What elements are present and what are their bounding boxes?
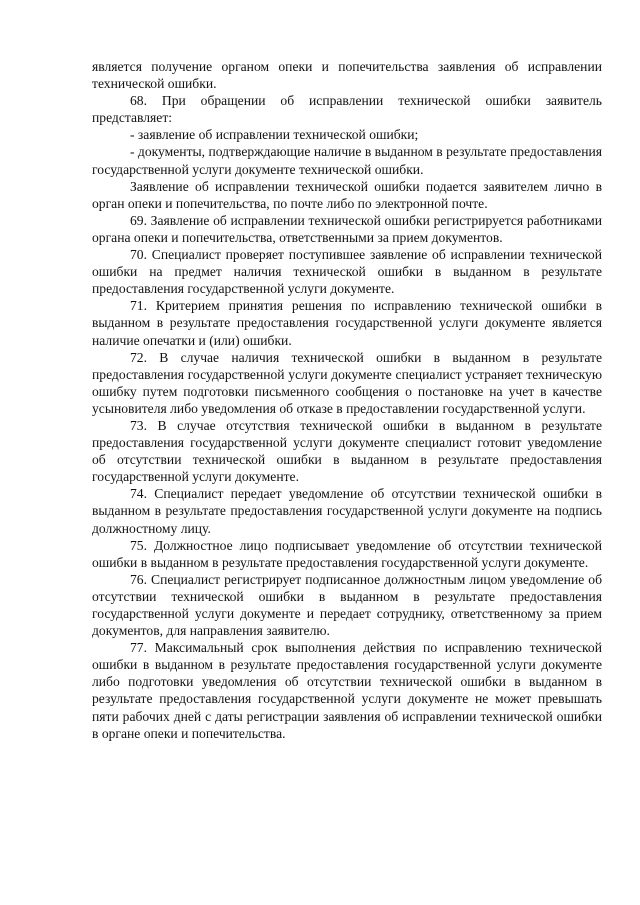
paragraph-76: 76. Специалист регистрирует подписанное должностным лицом уведомление об отсутствии технической ошибки в выданном в результате предоставления государственной услуги документе и передает сотруднику, ответственному за прием документов, для направления заявителю.: [92, 571, 602, 639]
paragraph-74: 74. Специалист передает уведомление об отсутствии технической ошибки в выданном в результате предоставления государственной услуги документе на подпись должностному лицу.: [92, 486, 602, 536]
document-page: [92, 58, 602, 742]
paragraph-73: 73. В случае отсутствия технической ошибки в выданном в результате предоставления государственной услуги документе специалист готовит уведомление об отсутствии технической ошибки в выданном в результате предоставления государственной услуги документе.: [92, 417, 602, 485]
list-item-application: - заявление об исправлении технической ошибки;: [130, 127, 419, 143]
list-item-documents: - документы, подтверждающие наличие в выданном в результате предоставления государственной услуги документе технической ошибки.: [92, 144, 602, 177]
paragraph-70: 70. Специалист проверяет поступившее заявление об исправлении технической ошибки на предмет наличия технической ошибки в выданном в результате предоставления государственной услуги документе.: [92, 247, 602, 297]
paragraph-69: 69. Заявление об исправлении технической ошибки регистрируется работниками органа опеки и попечительства, ответственными за прием документов.: [92, 212, 602, 245]
paragraph-continuation: является получение органом опеки и попечительства заявления об исправлении технической ошибки.: [92, 59, 602, 92]
paragraph-77: 77. Максимальный срок выполнения действия по исправлению технической ошибки в выданном в результате предоставления государственной услуги документе либо подготовки уведомления об отсутствии технической ошибки в выданном в результате предоставления государственной услуги документе не может превышать пяти рабочих дней с даты регистрации заявления об исправлении технической ошибки в органе опеки и попечительства.: [92, 640, 602, 741]
paragraph-submission: Заявление об исправлении технической ошибки подается заявителем лично в орган опеки и попечительства, по почте либо по электронной почте.: [92, 178, 602, 211]
paragraph-71: 71. Критерием принятия решения по исправлению технической ошибки в выданном в результате предоставления государственной услуги документе является наличие опечатки и (или) ошибки.: [92, 298, 602, 348]
paragraph-75: 75. Должностное лицо подписывает уведомление об отсутствии технической ошибки в выданном в результате предоставления государственной услуги документе.: [92, 537, 602, 570]
paragraph-68: 68. При обращении об исправлении технической ошибки заявитель представляет:: [92, 93, 602, 126]
paragraph-72: 72. В случае наличия технической ошибки в выданном в результате предоставления государственной услуги документе специалист устраняет техническую ошибку путем подготовки письменного сообщения о постановке на учет в качестве усыновителя либо уведомления об отказе в предоставлении государственной услуги.: [92, 349, 602, 416]
